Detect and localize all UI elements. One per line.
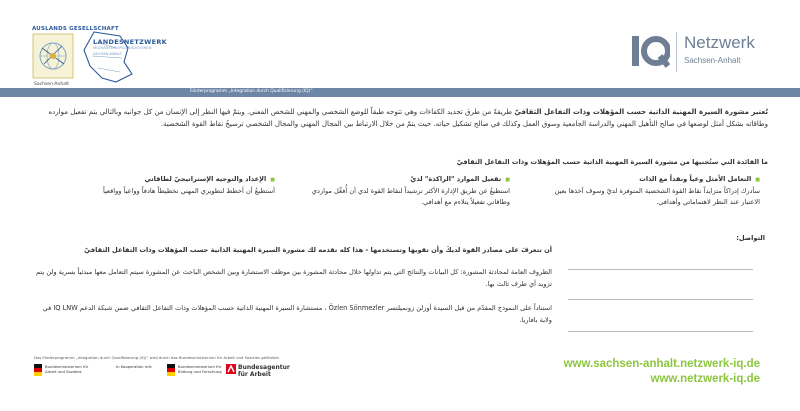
intro-lead: تُعتبر مشورة السيرة المهنية الذاتية حسب المؤهلات وذات التفاعل الثقافيّ [514,108,768,116]
logo1-title: AUSLANDS GESELLSCHAFT [32,26,119,32]
intro-body: طريقةً من طرق تحديد الكفاءات وهي تتوجه طبقاً للوضع الشخصي والمهني للشخص المعني. ويتمّ فيها النظر إلى الإنسان من كل جوانبه وبالتالي يتم تفعيل موارده وطاقاته بشكل أمثل لوضعها في صالح التأهيل المهني والدراسة الجامعية وسوق العمل وكذلك في صالح تشكيل حياته. حيث يتمّ من خلال الارتباط بين المجال المهني والمجال الشخصي ترسيخُ نقاط القوة الشخصية. [48,108,768,128]
benefit-title-2: تفعيل الموارد "الراكدة" لديّ [410,175,502,183]
program-banner-text: Förderprogramm „Integration durch Qualifizierung (IQ)“ [190,89,313,94]
contact-title: التواصل: [736,234,765,242]
header [0,0,800,95]
benefit-text-1: سأدرك إدراكاً متزايداً نقاط القوة الشخصية المتوفرة لديّ وسوف آخذها بعين الاعتبار عند النظر لاهتماماتي وأهدافي. [554,187,760,206]
model-credit-paragraph [32,302,552,326]
benefit-text-3: أستطيعُ أن أخطط لتطويري المهني تخطيطاً هادفاً وواعياً وواقعياً [102,187,275,195]
partner-bmas: Bundesministerium für Arbeit und Soziales [45,364,89,374]
benefit-title-3: الإعداد والتوجيه الإستراتيجيّ لطاقاتي [144,175,267,183]
funding-note: Das Förderprogramm „Integration durch Qualifizierung (IQ)“ wird durch das Bundesministerium für Arbeit und Soziales gefördert. [34,355,281,360]
benefit-column-2 [310,174,510,208]
partner-bundesagentur: Bundesagentur für Arbeit [238,364,290,378]
bullet-icon: ■ [505,177,510,183]
website-link-national[interactable]: www.netzwerk-iq.de [650,373,760,385]
iq-divider [676,32,677,72]
arbeitsagentur-logo-icon [226,364,236,374]
logo1-foot: Sachsen-Anhalt [34,82,69,87]
credit-network: IQ LNW [53,304,78,312]
conditions-paragraph: الظروف العامة لمحادثة المشورة: كل البيانات والنتائج التي يتم تداولها خلال محادثة المشورة بين موظف الاستشارة وبين الشخص الباحث عن المشورة سيتم التعامل معها مبدئياً بسرية ولن يتم تزويد أي طرف ثالث بها. [36,268,552,288]
iq-logo-icon [630,30,670,70]
program-banner [0,88,800,97]
strengths-heading: أن تتعرفَ على مصادر القوة لديكَ وأن تقويها وتستخدمها - هذا كله تقدمه لك مشورة السيرة المهنية الذاتية حسب المؤهلات وذات التفاعل الثقافيّ [84,246,552,254]
benefits-question-title: ما الفائدة التي ستُجنيها من مشورة السيرة المهنية الذاتية حسب المؤهلات وذات التفاعل الثقافيّ [456,158,768,166]
partner-bmbf: Bundesministerium für Bildung und Forschung [178,364,222,374]
contact-line-1 [568,269,753,270]
benefit-text-2: استطيعُ عن طريق الإدارة الأكثر ترشيداً لنقاط القوة لدي أن أُفعِّل مواردي وطاقاتي تفعيلاً يتلاءم مع أهدافي. [311,187,510,206]
contact-line-3 [568,331,753,332]
website-link-regional[interactable]: www.sachsen-anhalt.netzwerk-iq.de [563,358,760,370]
credit-mid: ، مستشارة السيرة المهنية الذاتية حسب المؤهلات وذات التفاعل الثقافي ضمن شبكة الدعم [79,304,327,312]
intro-paragraph [33,106,768,130]
benefit-column-3 [30,174,275,197]
logo2-title: LANDESNETZWERK [93,38,168,46]
benefit-title-1: التعامل الأمثل وعياً ونقداً مع الذات [639,175,752,183]
bullet-icon: ■ [755,177,760,183]
iq-region: Sachsen-Anhalt [684,56,741,65]
credit-prefix: استناداً على النموذج المقدّم من قبل السيدة أوزلن زونميلتسر [386,304,552,312]
auslandsgesellschaft-logo [32,28,74,84]
federal-eagle-icon [167,364,175,378]
partner-cooperation-label: In Kooperation mit: [116,364,153,369]
benefit-column-1 [545,174,760,208]
federal-eagle-icon [34,364,42,378]
logo2-subtitle-region: SACHSEN-ANHALT [93,52,122,56]
iq-network-name: Netzwerk [684,33,755,52]
credit-name: Özlen Sönmezler [328,304,385,312]
logo2-subtitle: MIGRANTENORGANISATIONEN [93,46,152,50]
contact-line-2 [568,299,753,300]
landesnetzwerk-map-logo [76,28,184,86]
credit-suffix: في ولاية بافاريا. [42,304,552,324]
bullet-icon: ■ [270,177,275,183]
